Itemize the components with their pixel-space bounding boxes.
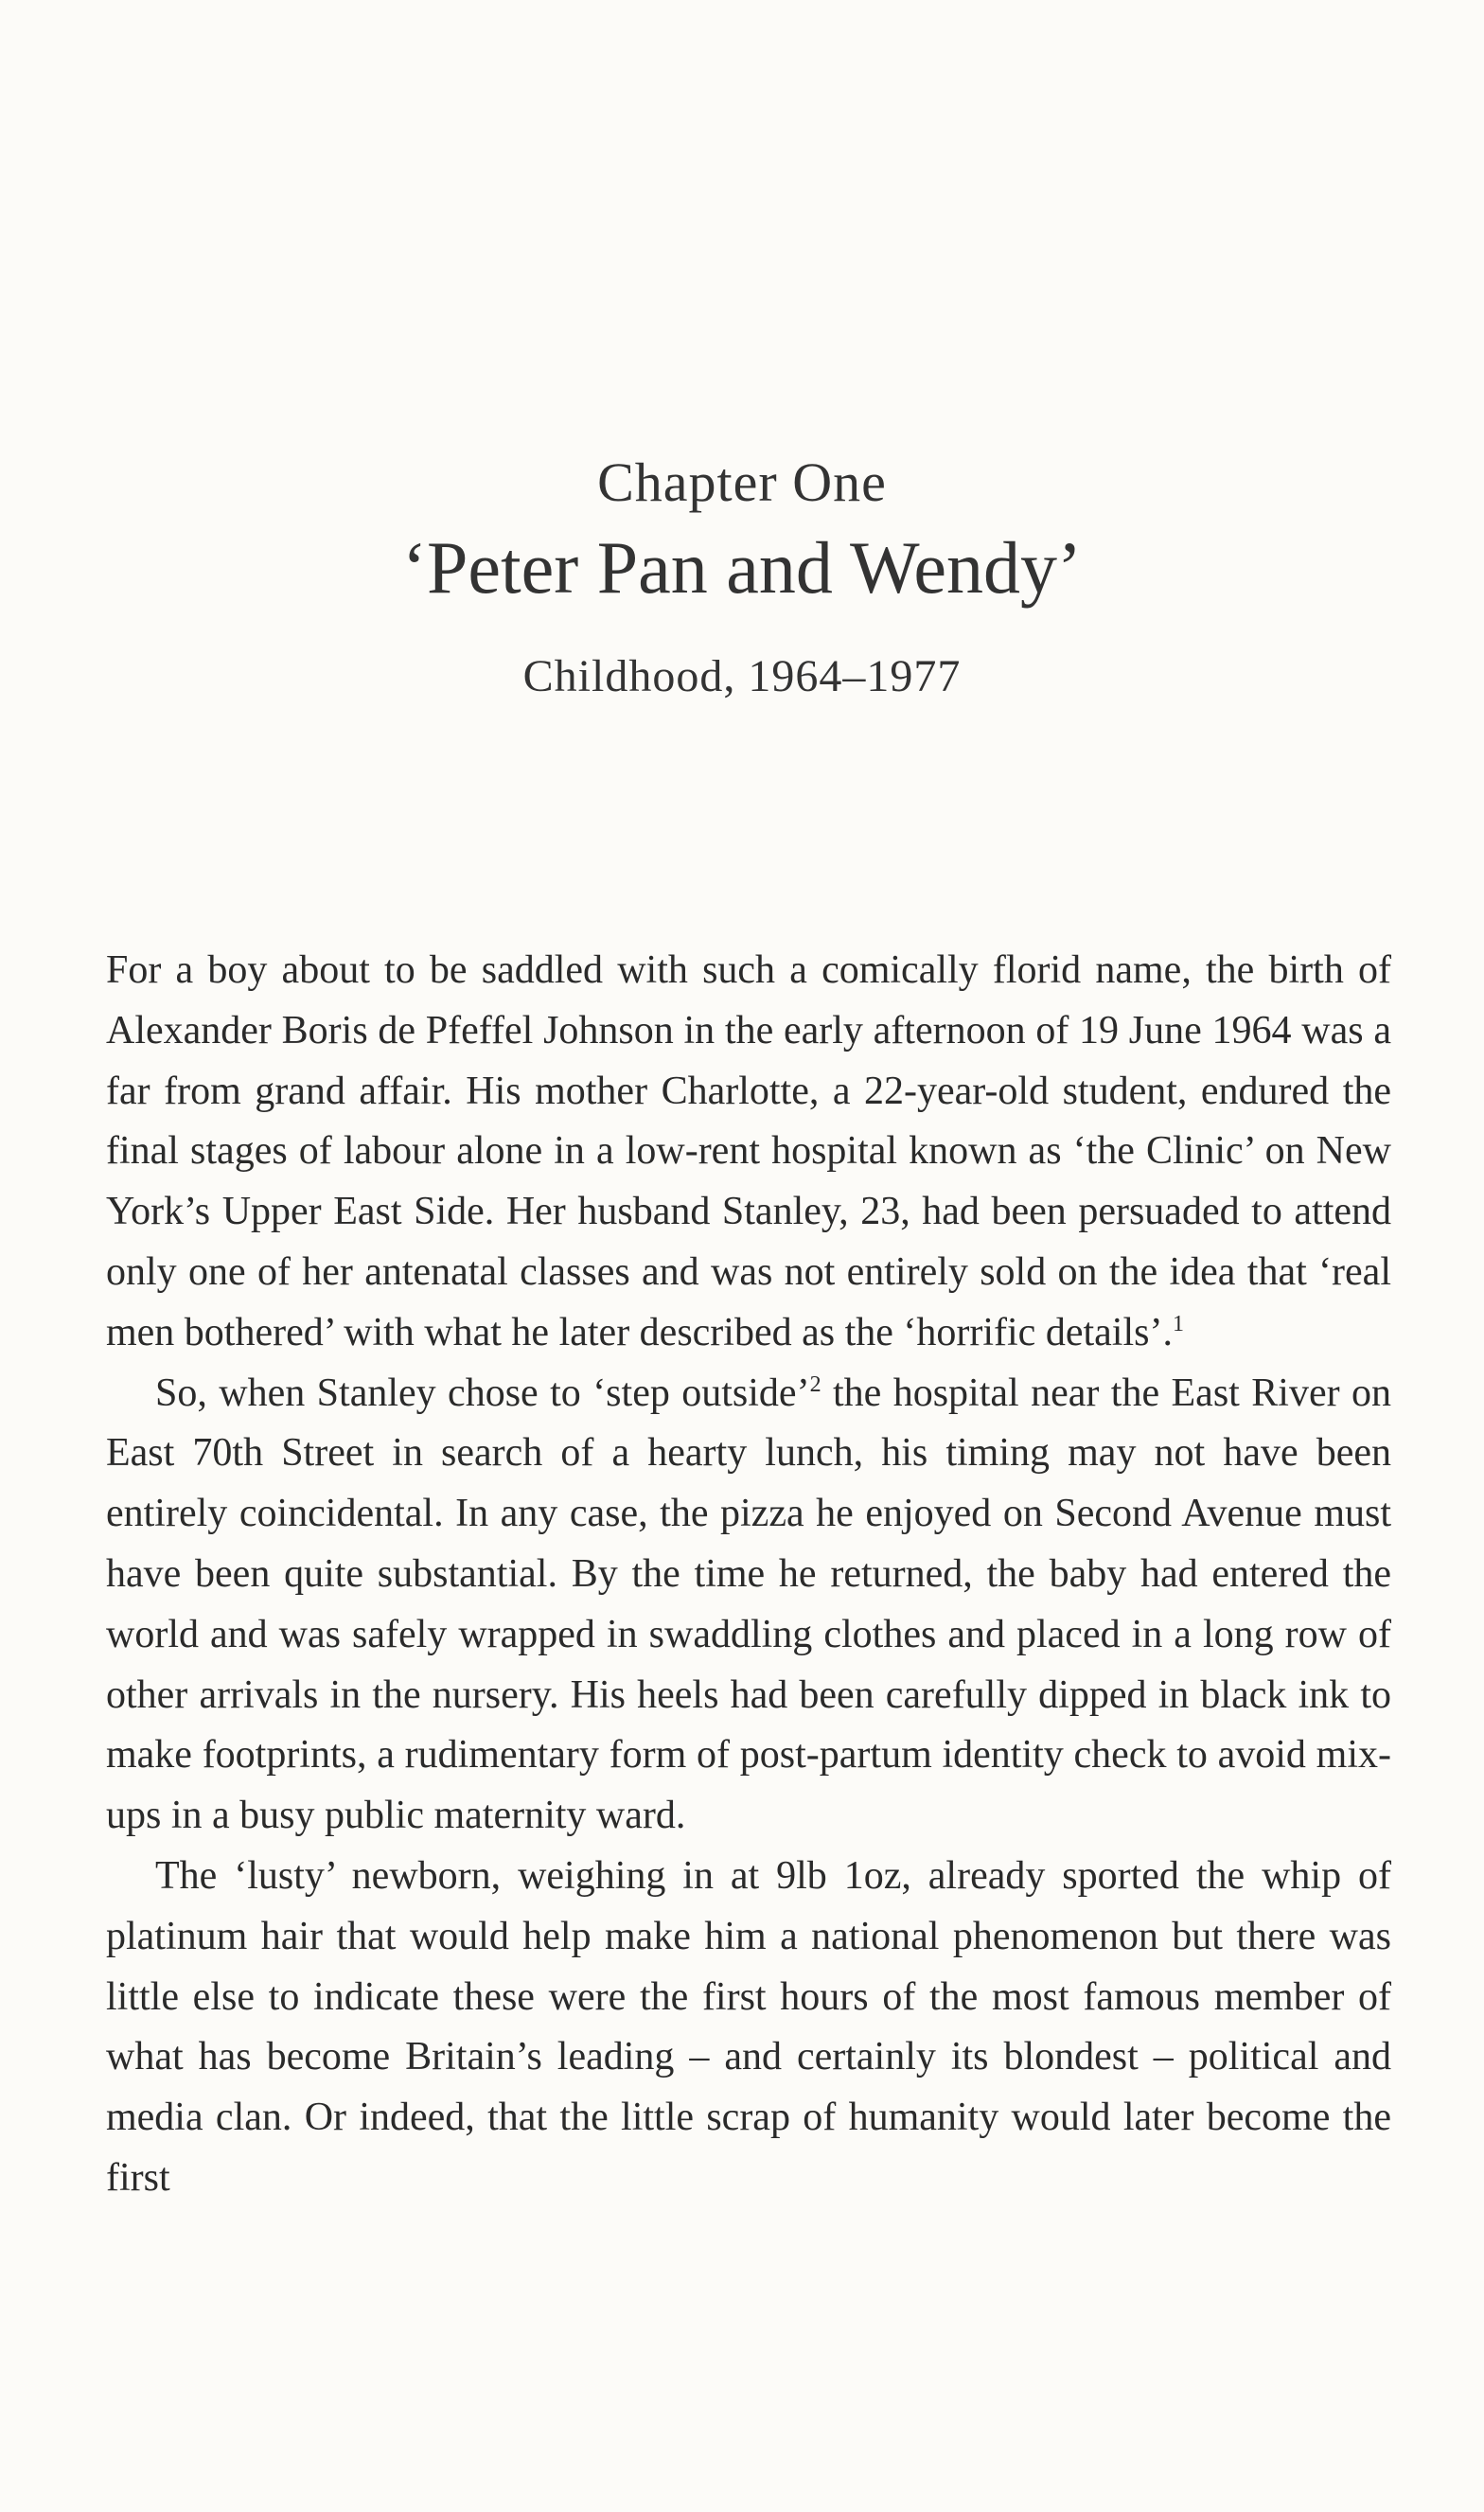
chapter-title: ‘Peter Pan and Wendy’ (402, 526, 1082, 609)
footnote-marker-1: 1 (1172, 1311, 1184, 1336)
paragraph-3 (106, 1847, 1391, 2209)
paragraph-2-text-start: So, when Stanley chose to ‘step outside’ (155, 1371, 810, 1415)
paragraph-2 (106, 1364, 1391, 1847)
chapter-heading (0, 445, 1484, 710)
chapter-number: Chapter One (597, 451, 887, 513)
footnote-marker-2: 2 (809, 1371, 822, 1397)
chapter-subtitle: Childhood, 1964–1977 (522, 651, 962, 701)
paragraph-1 (106, 941, 1391, 1364)
paragraph-1-text: For a boy about to be saddled with such a comically florid name, the birth of Alexander Boris de Pfeffel Johnson in the early afternoon of 19 June 1964 was a far from grand affair. His mother Charlotte, a 22-year-old student, endured the final stages of labour alone in a low-rent hospital known as ‘the Clinic’ on New York’s Upper East Side. Her husband Stanley, 23, had been persuaded to attend only one of her antenatal classes and was not entirely sold on the idea that ‘real men bothered’ with what he later described as the ‘horrific details’. (106, 948, 1391, 1354)
paragraph-2-text-end: the hospital near the East River on East 70th Street in search of a hearty lunch, his timing may not have been entirely coincidental. In any case, the pizza he enjoyed on Second Avenue must have been quite substantial. By the time he returned, the baby had entered the world and was safely wrapped in swaddling clothes and placed in a long row of other arrivals in the nursery. His heels had been carefully dipped in black ink to make footprints, a rudimentary form of post-partum identity check to avoid mix-ups in a busy public maternity ward. (106, 1371, 1391, 1838)
chapter-body (106, 941, 1391, 2209)
paragraph-3-text: The ‘lusty’ newborn, weighing in at 9lb 1oz, already sported the whip of platinum hair that would help make him a national phenomenon but there was little else to indicate these were the first hours of the most famous member of what has become Britain’s leading – and certainly its blondest – political and media clan. Or indeed, that the little scrap of humanity would later become the first (106, 1853, 1391, 2200)
